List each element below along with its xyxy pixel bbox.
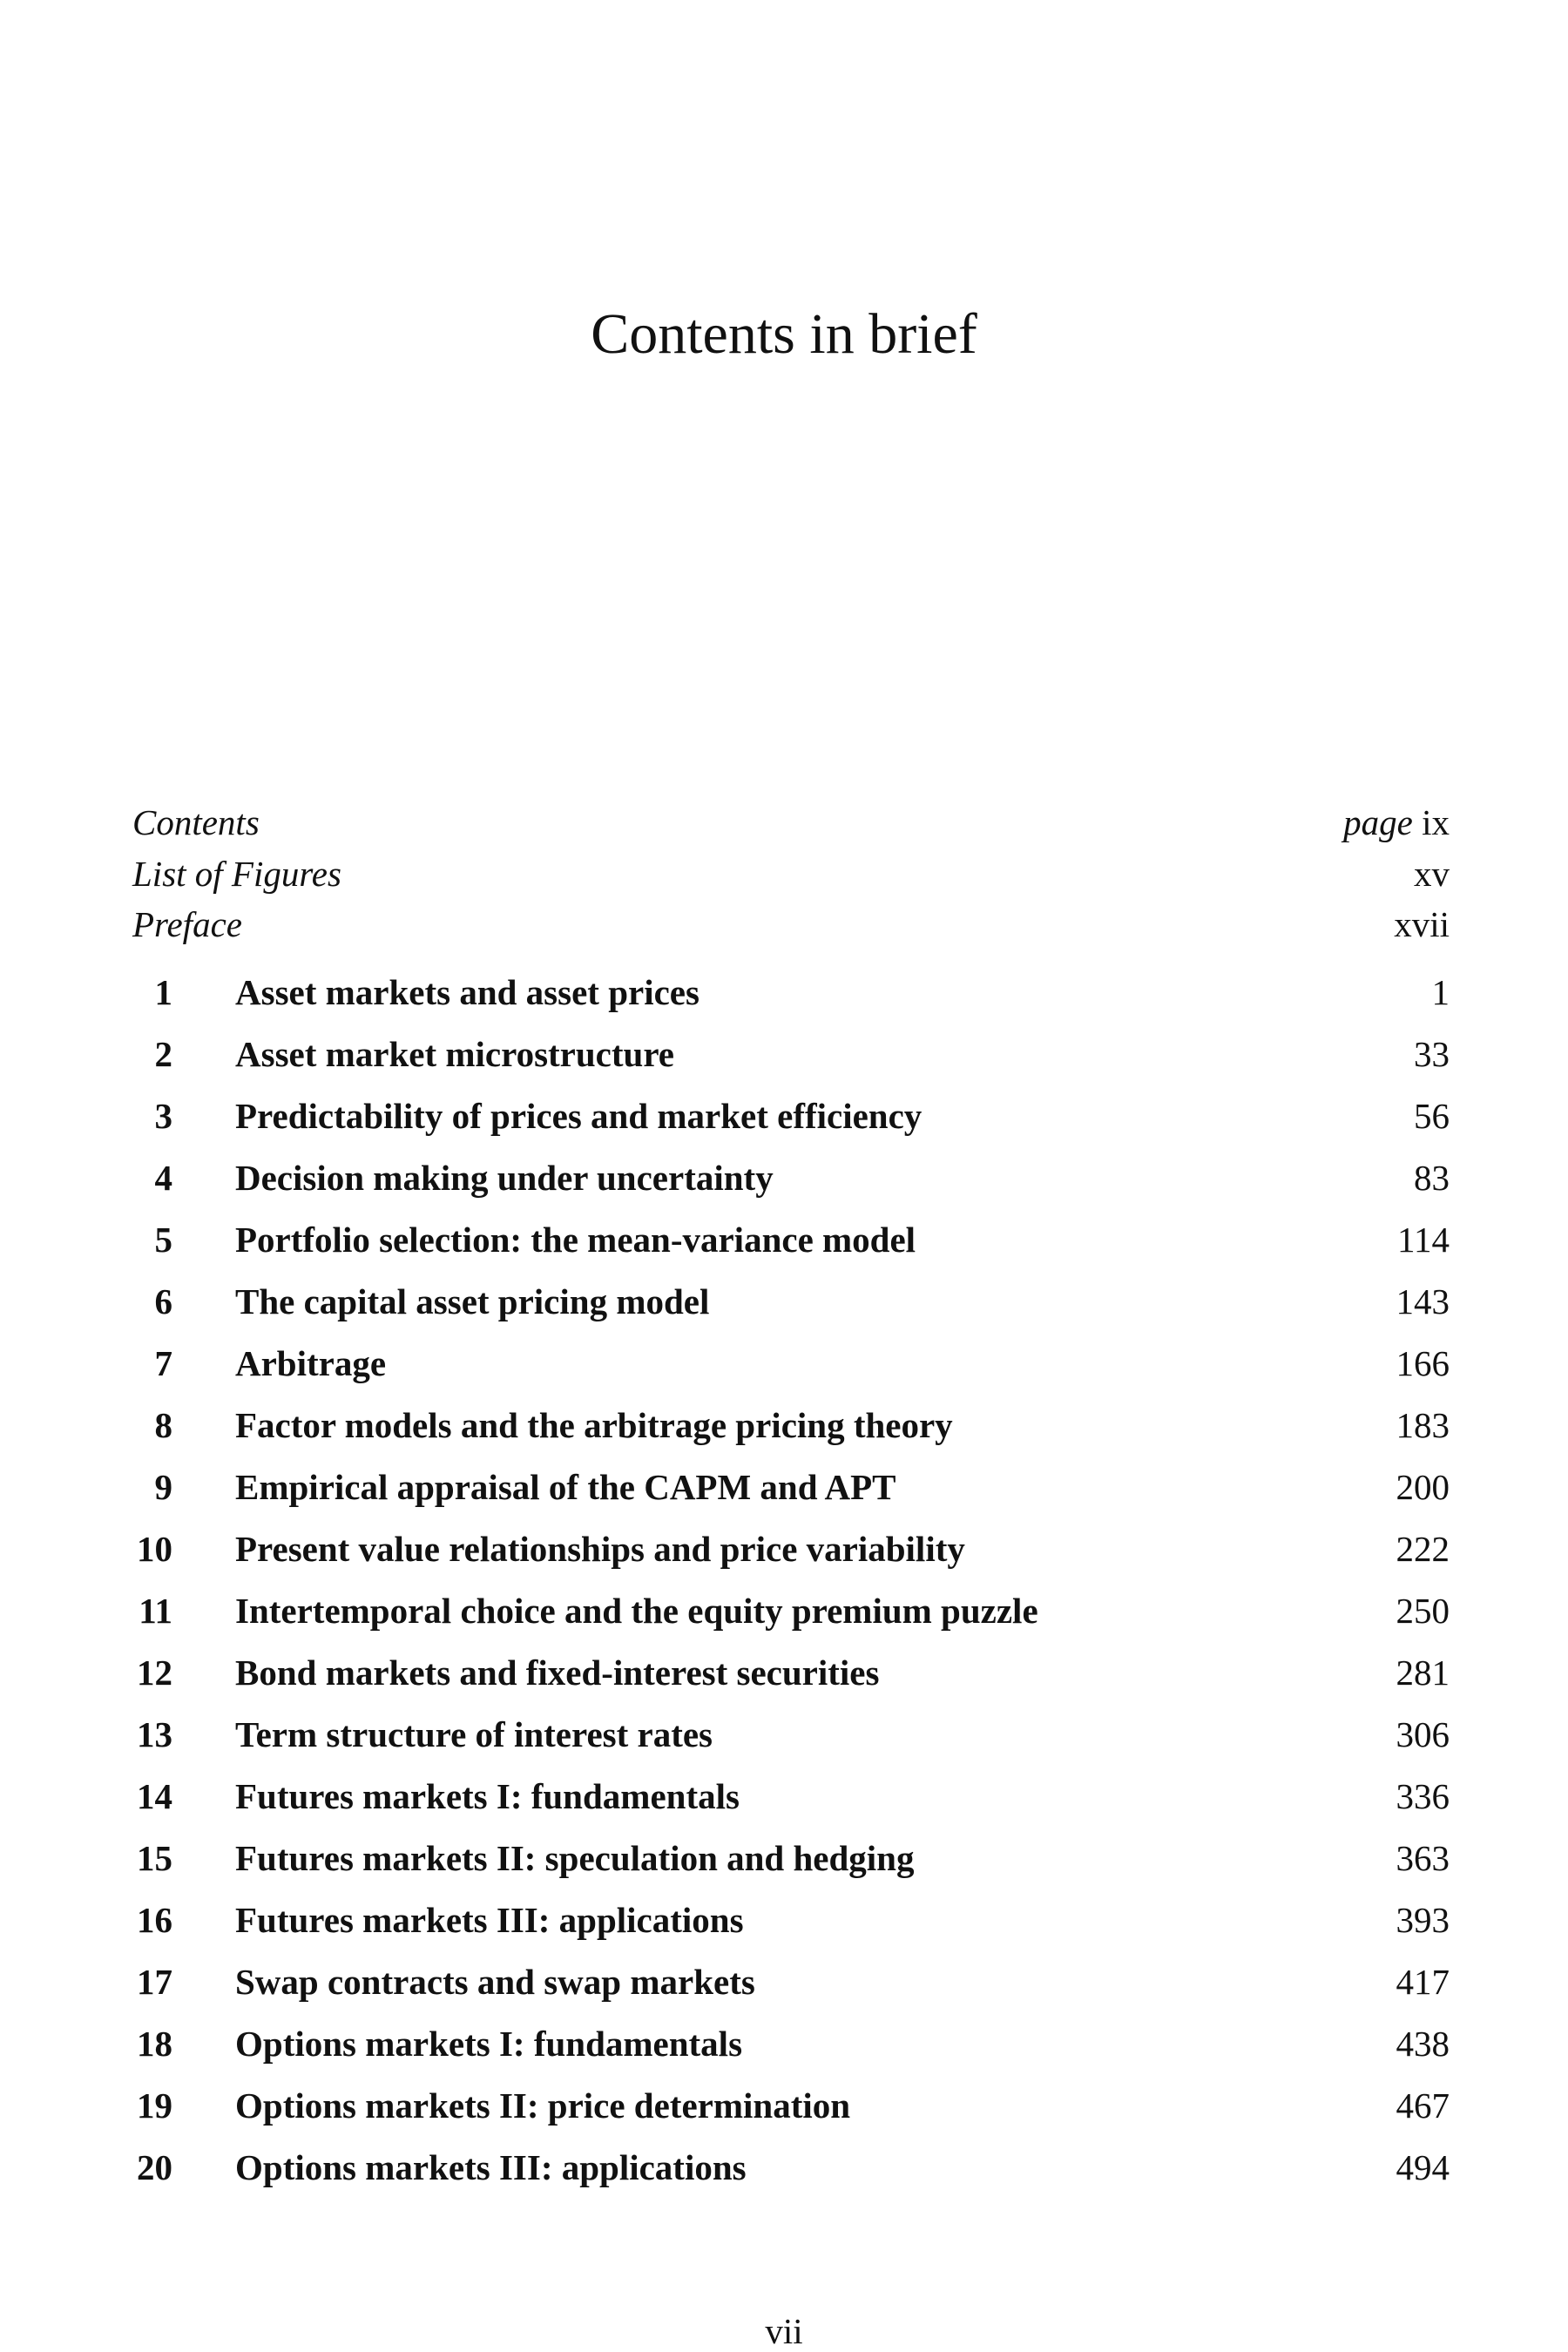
chapter-page: 417 bbox=[1396, 1961, 1450, 2002]
chapter-title: Portfolio selection: the mean-variance model bbox=[235, 1219, 916, 1260]
toc-entry[interactable] bbox=[132, 2137, 1450, 2199]
front-matter-label: Contents bbox=[132, 802, 260, 842]
toc-entry[interactable] bbox=[132, 1209, 1450, 1271]
toc-entry[interactable] bbox=[132, 1642, 1450, 1704]
toc-entry[interactable] bbox=[132, 1456, 1450, 1518]
chapter-title: Arbitrage bbox=[235, 1342, 387, 1383]
chapter-title: The capital asset pricing model bbox=[235, 1281, 710, 1321]
chapter-number: 5 bbox=[154, 1219, 172, 1260]
toc-entry[interactable] bbox=[132, 1828, 1450, 1889]
table-of-contents bbox=[132, 797, 1450, 2199]
toc-entry[interactable] bbox=[132, 1085, 1450, 1147]
front-matter-list bbox=[132, 797, 1450, 950]
toc-entry[interactable] bbox=[132, 2013, 1450, 2075]
chapter-title: Swap contracts and swap markets bbox=[235, 1961, 755, 2002]
chapter-title: Asset market microstructure bbox=[235, 1033, 674, 1074]
chapter-title: Options markets III: applications bbox=[235, 2146, 747, 2187]
chapter-page: 494 bbox=[1396, 2146, 1450, 2187]
chapter-title: Term structure of interest rates bbox=[235, 1713, 713, 1754]
chapter-page: 393 bbox=[1396, 1899, 1450, 1940]
chapter-number: 1 bbox=[154, 971, 172, 1012]
chapter-number: 13 bbox=[137, 1713, 172, 1754]
page-folio: vii bbox=[765, 2311, 803, 2351]
page-number: ix bbox=[1422, 802, 1450, 842]
toc-entry[interactable] bbox=[132, 1951, 1450, 2013]
chapter-title: Asset markets and asset prices bbox=[235, 971, 700, 1012]
chapter-number: 9 bbox=[154, 1466, 172, 1507]
chapter-title: Predictability of prices and market efficiency bbox=[235, 1095, 923, 1136]
front-matter-item-contents[interactable] bbox=[132, 797, 1450, 848]
chapter-number: 16 bbox=[137, 1899, 172, 1940]
toc-entry[interactable] bbox=[132, 1333, 1450, 1395]
chapter-list bbox=[132, 962, 1450, 2199]
toc-entry[interactable] bbox=[132, 1889, 1450, 1951]
chapter-page: 336 bbox=[1396, 1775, 1450, 1816]
chapter-title: Options markets II: price determination bbox=[235, 2085, 851, 2126]
chapter-page: 222 bbox=[1396, 1528, 1450, 1569]
chapter-number: 8 bbox=[154, 1404, 172, 1445]
chapter-page: 143 bbox=[1396, 1281, 1450, 1321]
page-number: xvii bbox=[1394, 904, 1450, 944]
toc-entry[interactable] bbox=[132, 1766, 1450, 1828]
chapter-title: Options markets I: fundamentals bbox=[235, 2023, 743, 2064]
chapter-title: Decision making under uncertainty bbox=[235, 1157, 774, 1198]
toc-entry[interactable] bbox=[132, 1271, 1450, 1333]
chapter-number: 14 bbox=[137, 1775, 172, 1816]
toc-entry[interactable] bbox=[132, 1580, 1450, 1642]
chapter-page: 166 bbox=[1396, 1342, 1450, 1383]
chapter-number: 4 bbox=[154, 1157, 172, 1198]
chapter-page: 250 bbox=[1396, 1590, 1450, 1631]
chapter-page: 363 bbox=[1396, 1837, 1450, 1878]
toc-entry[interactable] bbox=[132, 2075, 1450, 2137]
front-matter-page bbox=[1414, 848, 1450, 900]
chapter-page: 438 bbox=[1396, 2023, 1450, 2064]
chapter-number: 15 bbox=[137, 1837, 172, 1878]
chapter-number: 2 bbox=[154, 1033, 172, 1074]
chapter-number: 6 bbox=[154, 1281, 172, 1321]
chapter-page: 114 bbox=[1397, 1219, 1450, 1260]
chapter-page: 281 bbox=[1396, 1652, 1450, 1693]
toc-entry[interactable] bbox=[132, 962, 1450, 1024]
front-matter-item-list-of-figures[interactable] bbox=[132, 848, 1450, 900]
front-matter-page bbox=[1343, 797, 1450, 848]
front-matter-page bbox=[1394, 899, 1450, 950]
chapter-number: 18 bbox=[137, 2023, 172, 2064]
chapter-page: 56 bbox=[1414, 1095, 1450, 1136]
chapter-number: 10 bbox=[137, 1528, 172, 1569]
chapter-title: Bond markets and fixed-interest securities bbox=[235, 1652, 880, 1693]
chapter-title: Factor models and the arbitrage pricing theory bbox=[235, 1404, 953, 1445]
chapter-title: Futures markets I: fundamentals bbox=[235, 1775, 740, 1816]
toc-entry[interactable] bbox=[132, 1518, 1450, 1580]
chapter-number: 7 bbox=[154, 1342, 172, 1383]
chapter-page: 467 bbox=[1396, 2085, 1450, 2126]
front-matter-label: Preface bbox=[132, 904, 242, 944]
chapter-number: 19 bbox=[137, 2085, 172, 2126]
front-matter-label: List of Figures bbox=[132, 853, 341, 894]
chapter-number: 12 bbox=[137, 1652, 172, 1693]
page-title: Contents in brief bbox=[591, 302, 977, 367]
chapter-title: Empirical appraisal of the CAPM and APT bbox=[235, 1466, 896, 1507]
page-number: xv bbox=[1414, 853, 1450, 894]
chapter-page: 33 bbox=[1414, 1033, 1450, 1074]
chapter-title: Futures markets III: applications bbox=[235, 1899, 744, 1940]
chapter-title: Futures markets II: speculation and hedging bbox=[235, 1837, 915, 1878]
front-matter-item-preface[interactable] bbox=[132, 899, 1450, 950]
chapter-page: 1 bbox=[1431, 971, 1450, 1012]
toc-entry[interactable] bbox=[132, 1395, 1450, 1456]
chapter-number: 20 bbox=[137, 2146, 172, 2187]
chapter-page: 200 bbox=[1396, 1466, 1450, 1507]
chapter-number: 11 bbox=[139, 1590, 172, 1631]
chapter-title: Present value relationships and price variability bbox=[235, 1528, 965, 1569]
chapter-number: 17 bbox=[137, 1961, 172, 2002]
chapter-page: 306 bbox=[1396, 1713, 1450, 1754]
toc-entry[interactable] bbox=[132, 1024, 1450, 1085]
toc-entry[interactable] bbox=[132, 1147, 1450, 1209]
chapter-title: Intertemporal choice and the equity premium puzzle bbox=[235, 1590, 1038, 1631]
chapter-number: 3 bbox=[154, 1095, 172, 1136]
chapter-page: 183 bbox=[1396, 1404, 1450, 1445]
toc-entry[interactable] bbox=[132, 1704, 1450, 1766]
chapter-page: 83 bbox=[1414, 1157, 1450, 1198]
page-prefix: page bbox=[1343, 802, 1413, 842]
